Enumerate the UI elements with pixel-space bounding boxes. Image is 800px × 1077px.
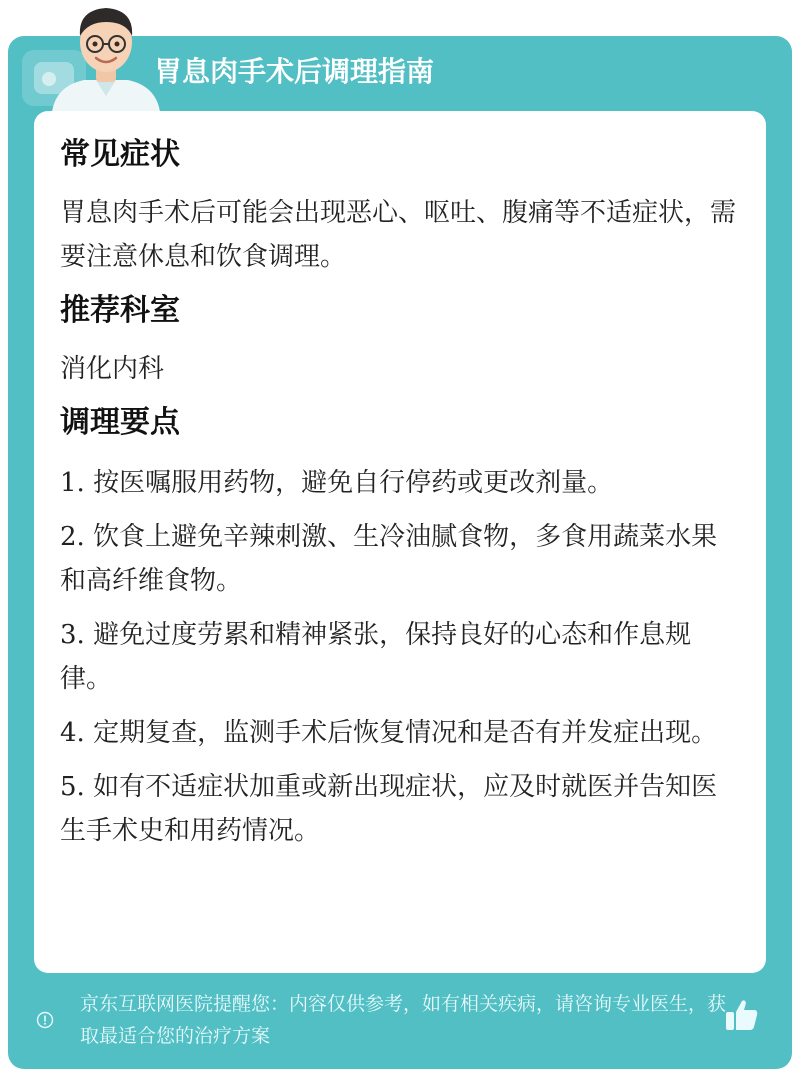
section-text: 消化内科 xyxy=(60,354,165,384)
info-icon xyxy=(36,1011,54,1029)
guide-card xyxy=(34,111,766,973)
section-symptoms xyxy=(60,133,740,279)
thumbs-up-icon[interactable] xyxy=(724,998,760,1032)
list-number: 4. xyxy=(60,718,85,748)
list-text: 如有不适症状加重或新出现症状，应及时就医并告知医生手术史和用药情况。 xyxy=(60,772,718,846)
section-text: 胃息肉手术后可能会出现恶心、呕吐、腹痛等不适症状，需要注意休息和饮食调理。 xyxy=(60,198,737,272)
section-heading: 推荐科室 xyxy=(60,293,180,328)
list-number: 3. xyxy=(60,620,85,650)
page-title: 胃息肉手术后调理指南 xyxy=(154,55,435,88)
disclaimer-text: 京东互联网医院提醒您：内容仅供参考，如有相关疾病，请咨询专业医生，获取最适合您的治疗方案 xyxy=(80,993,727,1047)
care-list xyxy=(60,461,740,853)
list-text: 避免过度劳累和精神紧张，保持良好的心态和作息规律。 xyxy=(60,620,692,694)
list-number: 1. xyxy=(60,468,85,498)
list-item xyxy=(60,711,740,755)
section-care-points xyxy=(60,401,740,853)
section-department xyxy=(60,289,740,391)
section-heading: 调理要点 xyxy=(60,405,180,440)
list-number: 5. xyxy=(60,772,85,802)
doctor-avatar xyxy=(40,0,172,112)
list-text: 定期复查，监测手术后恢复情况和是否有并发症出现。 xyxy=(93,718,718,748)
list-item xyxy=(60,461,740,505)
section-heading: 常见症状 xyxy=(60,137,180,172)
disclaimer-footer xyxy=(36,988,736,1052)
list-text: 饮食上避免辛辣刺激、生冷油腻食物，多食用蔬菜水果和高纤维食物。 xyxy=(60,522,718,596)
list-item xyxy=(60,613,740,701)
list-item xyxy=(60,515,740,603)
list-text: 按医嘱服用药物，避免自行停药或更改剂量。 xyxy=(93,468,614,498)
list-number: 2. xyxy=(60,522,85,552)
list-item xyxy=(60,765,740,853)
